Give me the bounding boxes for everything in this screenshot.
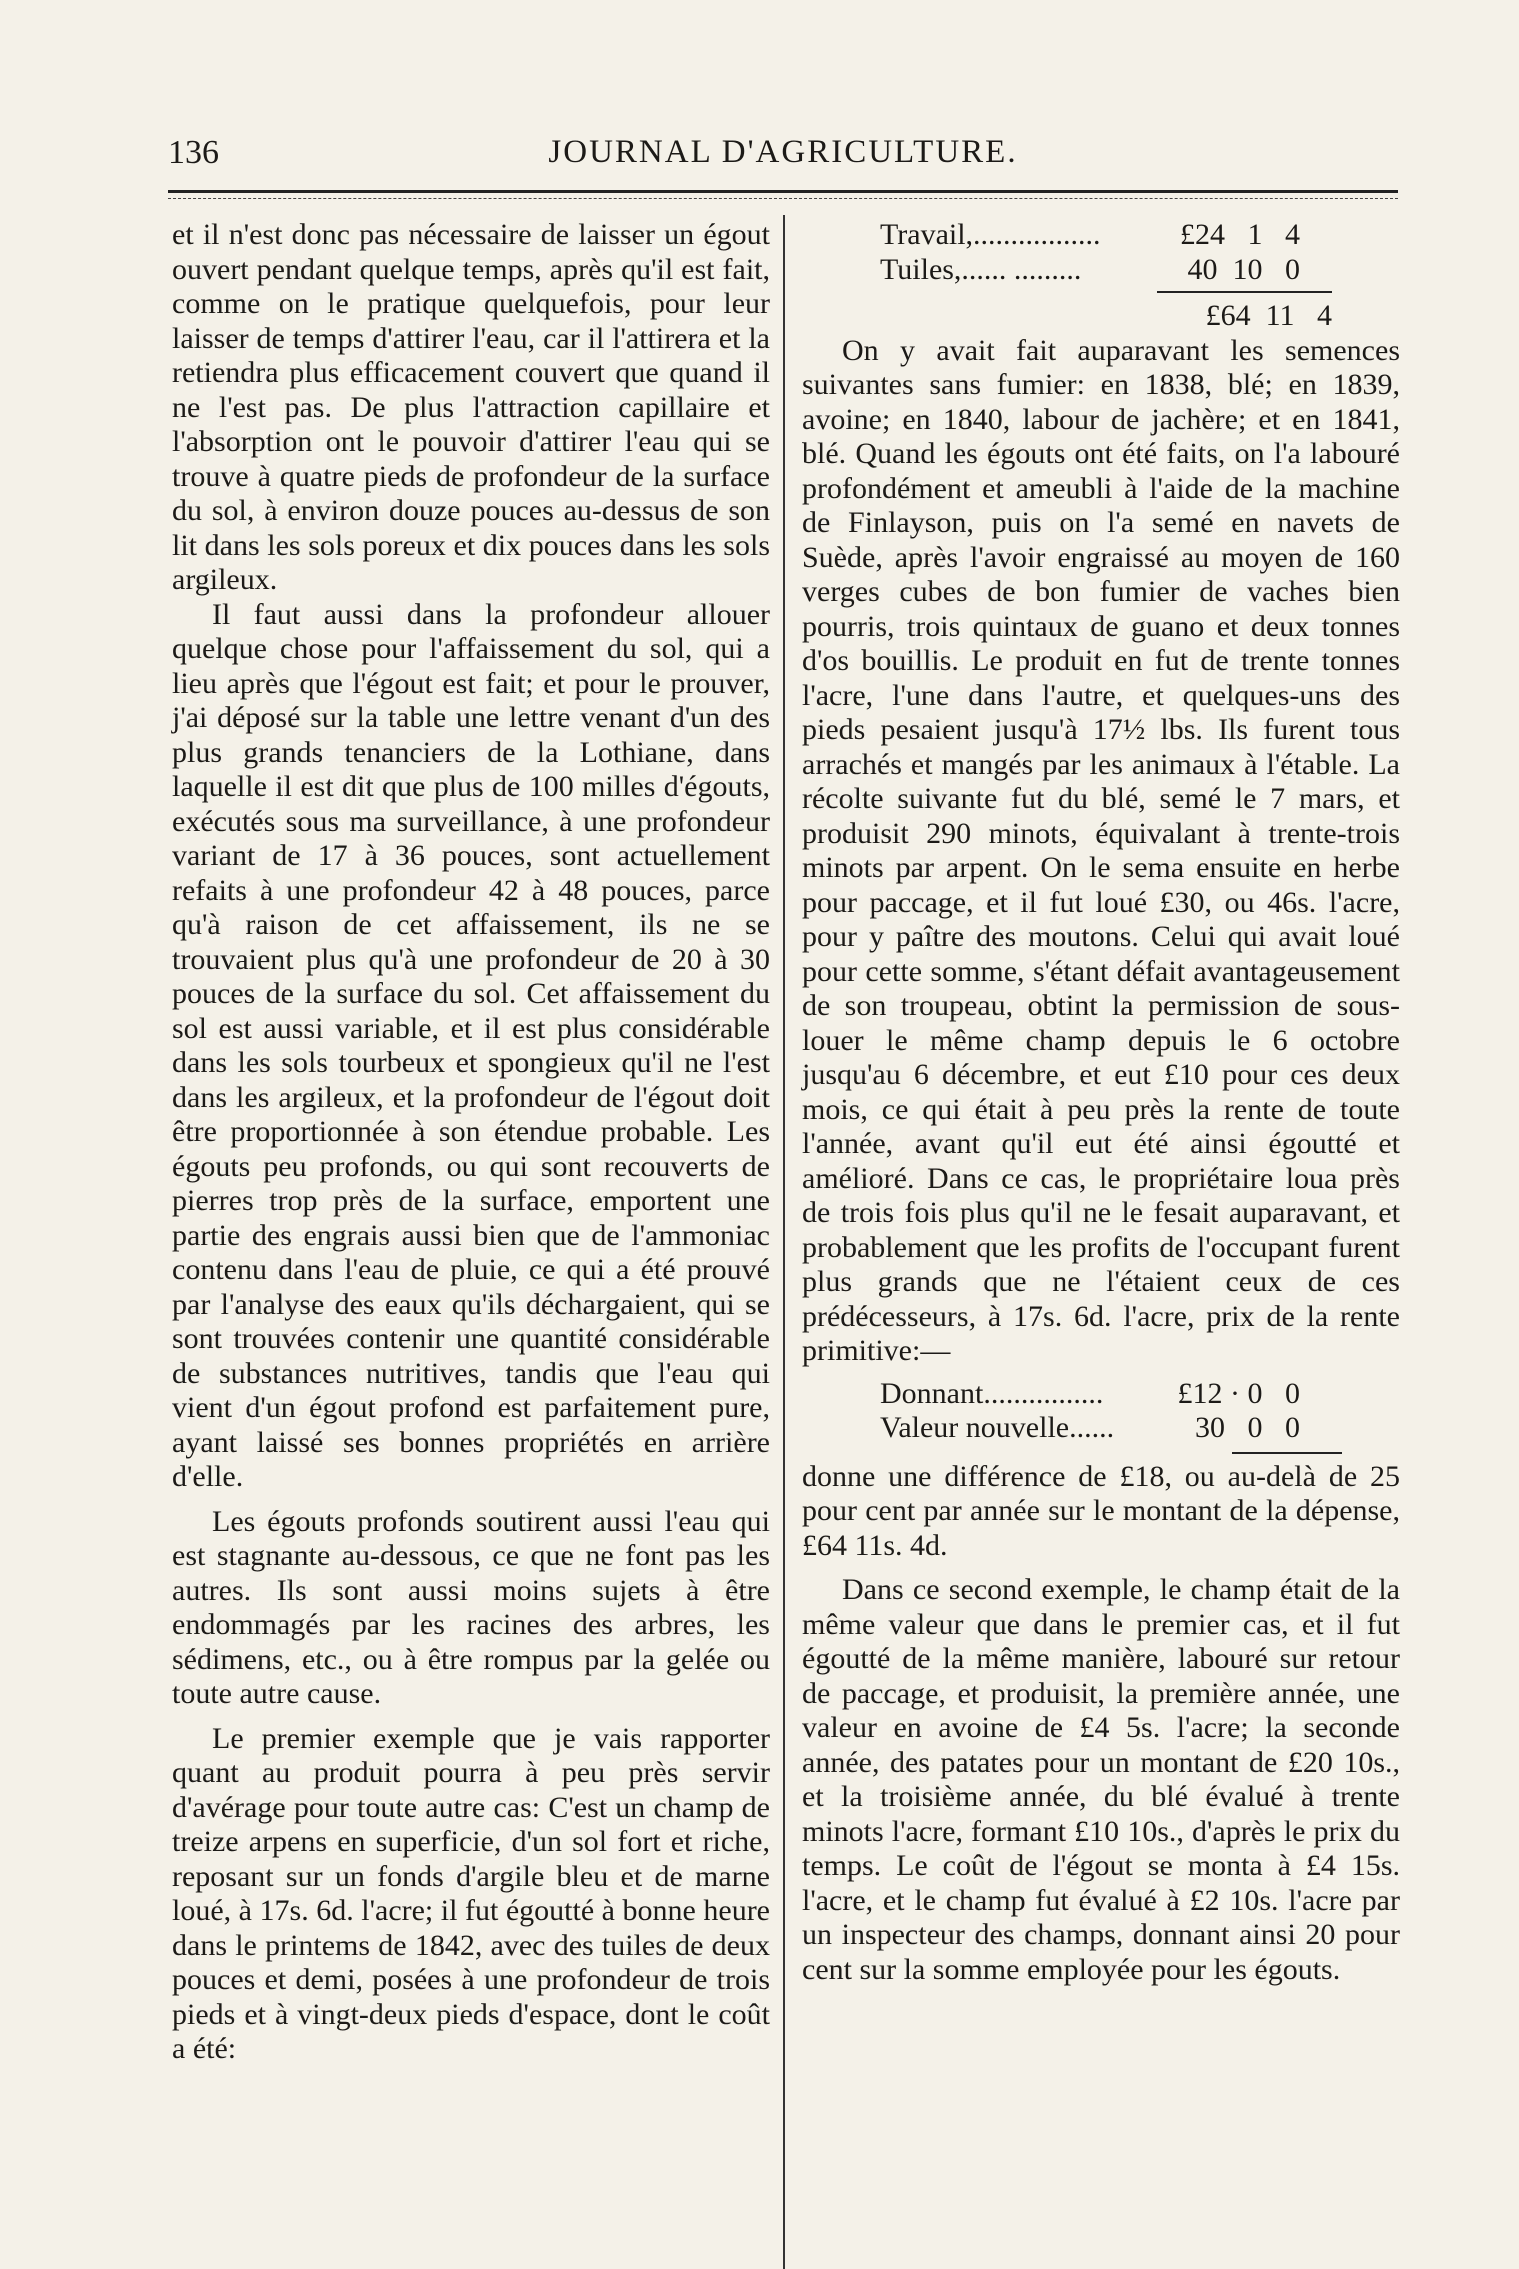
paragraph: et il n'est donc pas nécessaire de laisser un égout ouvert pendant quelque temps, après qu'il est fait, comme on le pratique quelquefois, pour leur laisser de temps d'attirer l'eau, car il l'attirera et la retiendra plus efficacement couvert que quand il ne l'est pas. De plus l'attraction capillaire et l'absorption ont le pouvoir d'attirer l'eau qui se trouve à quatre pieds de profondeur de la surface du sol, à environ douze pouces au-dessus de son lit dans les sols poreux et dix pouces dans les sols argileux. (172, 218, 770, 596)
value-row (880, 1377, 1300, 1412)
cost-row (880, 218, 1300, 253)
cost-total (1157, 291, 1332, 334)
value-label: Donnant................ (880, 1376, 1104, 1410)
column-divider (783, 215, 785, 2269)
running-title: JOURNAL D'AGRICULTURE. (548, 134, 1018, 170)
paragraph: Les égouts profonds soutirent aussi l'eau qui est stagnante au-dessous, ce que ne font pas les autres. Ils sont aussi moins sujets à être endommagés par les racines des arbres, les sédimens, etc., ou à être rompus par la gelée ou toute autre cause. (172, 1504, 770, 1710)
value-label: Valeur nouvelle...... (880, 1411, 1115, 1444)
cost-row (880, 253, 1300, 288)
paragraph: donne une différence de £18, ou au-delà de 25 pour cent par année sur le montant de la dépense, £64 11s. 4d. (802, 1459, 1400, 1562)
value-amount: 30 0 0 (1195, 1411, 1300, 1444)
page-number: 136 (168, 134, 219, 171)
value-table-rule (1232, 1452, 1342, 1460)
paragraph: On y avait fait auparavant les semences suivantes sans fumier: en 1838, blé; en 1839, avoine; en 1840, labour de jachère; et en 1841, blé. Quand les égouts ont été faits, on l'a labouré profondément et ameubli à l'aide de la machine de Finlayson, puis on l'a semé en navets de Suède, après l'avoir engraissé au moyen de 160 verges cubes de bon fumier de vaches bien pourris, trois quintaux de guano et deux tonnes d'os bouillis. Le produit en fut de trente tonnes l'acre, l'une dans l'autre, et quelques-uns des pieds pesaient jusqu'à 17½ lbs. Ils furent tous arrachés et mangés par les animaux à l'étable. La récolte suivante fut du blé, semé le 7 mars, et produisit 290 minots, équivalant à trente-trois minots par arpent. On le sema ensuite en herbe pour paccage, et il fut loué £30, ou 46s. l'acre, pour y paître des moutons. Celui qui avait loué pour cette somme, s'étant défait avantageusement de son troupeau, obtint la permission de sous-louer le même champ depuis le 6 octobre jusqu'au 6 décembre, et eut £10 pour ces deux mois, ce qui était à peu près la rente de toute l'année, avant qu'il eut été ainsi égoutté et amélioré. Dans ce cas, le propriétaire loua près de trois fois plus qu'il ne le fesait auparavant, et probablement que les profits de l'occupant furent plus grands que ne l'étaient ceux de ces prédécesseurs, à 17s. 6d. l'acre, prix de la rente primitive:— (802, 333, 1400, 1367)
cost-value: 40 10 0 (1187, 252, 1300, 286)
header-rule (168, 190, 1398, 193)
left-column (172, 218, 770, 2067)
cost-value: £24 1 4 (1180, 218, 1300, 251)
value-row (880, 1411, 1300, 1446)
cost-label: Travail,................. (880, 218, 1101, 251)
value-table (880, 1377, 1300, 1446)
header-rule-dashed (168, 198, 1398, 199)
page-header (168, 128, 1398, 178)
paragraph: Le premier exemple que je vais rapporter quant au produit pourra à peu près servir d'avérage pour toute autre cas: C'est un champ de treize arpens en superficie, d'un sol fort et riche, reposant sur un fonds d'argile bleu et de marne loué, à 17s. 6d. l'acre; il fut égoutté à bonne heure dans le printems de 1842, avec des tuiles de deux pouces et demi, posées à une profondeur de trois pieds et à vingt-deux pieds d'espace, dont le coût a été: (172, 1721, 770, 2065)
cost-table (880, 218, 1300, 287)
cost-label: Tuiles,...... ......... (880, 252, 1082, 286)
value-amount: £12 · 0 0 (1177, 1376, 1300, 1410)
cost-total-value: £64 11 4 (1205, 299, 1332, 332)
paragraph: Dans ce second exemple, le champ était de la même valeur que dans le premier cas, et il fut égoutté de la même manière, labouré sur retour de paccage, et produisit, la première année, une valeur en avoine de £4 5s. l'acre; la seconde année, des patates pour un montant de £20 10s., et la troisième année, du blé évalué à trente minots l'acre, formant £10 10s., d'après le prix du temps. Le coût de l'égout se monta à £4 15s. l'acre, et le champ fut évalué à £2 10s. l'acre par un inspecteur des champs, donnant ainsi 20 pour cent sur la somme employée pour les égouts. (802, 1573, 1400, 1986)
paragraph: Il faut aussi dans la profondeur allouer quelque chose pour l'affaissement du sol, qui a lieu après que l'égout est fait; et pour le prouver, j'ai déposé sur la table une lettre venant d'un des plus grands tenanciers de la Lothiane, dans laquelle il est dit que plus de 100 milles d'égouts, exécutés sous ma surveillance, à une profondeur variant de 17 à 36 pouces, sont actuellement refaits à une profondeur 42 à 48 pouces, parce qu'à raison de cet affaissement, ils ne se trouvaient plus qu'à une profondeur de 20 à 30 pouces de la surface du sol. Cet affaissement du sol est aussi variable, et il est plus considérable dans les sols tourbeux et spongieux qu'il ne l'est dans les argileux, et la profondeur de l'égout doit être proportionnée à son étendue probable. Les égouts peu profonds, ou qui sont recouverts de pierres trop près de la surface, emportent une partie des engrais aussi bien que de l'ammoniac contenu dans l'eau de pluie, ce qui a été prouvé par l'analyse des eaux qu'ils déchargaient, qui se sont trouvées contenir une quantité considérable de substances nutritives, tandis que l'eau qui vient d'un égout profond est parfaitement pure, ayant laissé ses bonnes propriétés en arrière d'elle. (172, 597, 770, 1493)
right-column (802, 218, 1400, 1987)
